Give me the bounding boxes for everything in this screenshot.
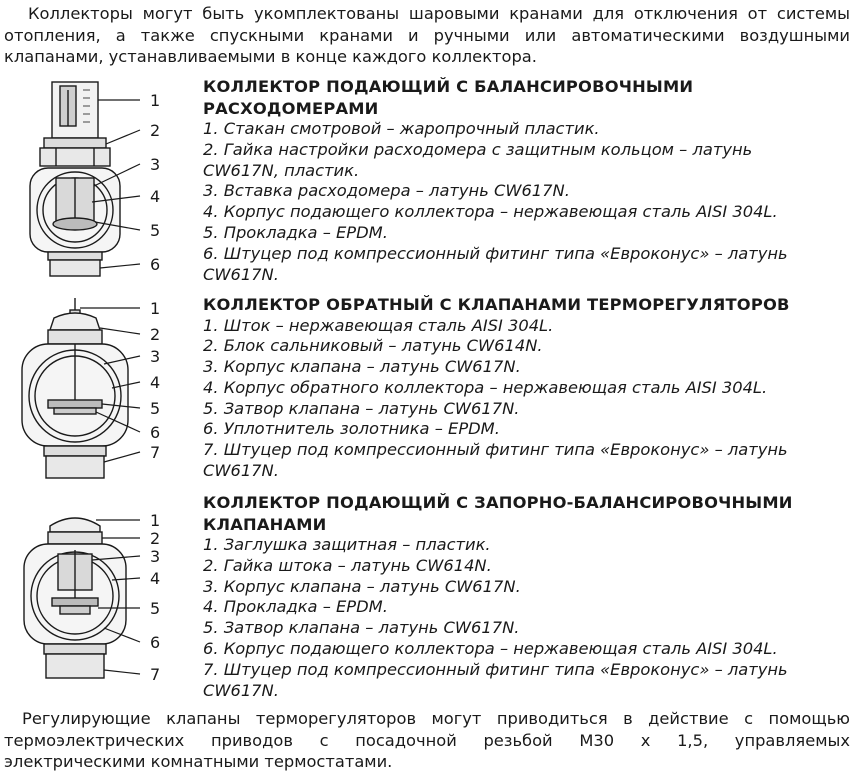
heading-line: КОЛЛЕКТОР ПОДАЮЩИЙ С БАЛАНСИРОВОЧНЫМИ [203, 77, 694, 96]
list-item: CW617N. [203, 680, 279, 700]
callout-label: 4 [150, 187, 161, 206]
callout-label: 2 [150, 325, 161, 344]
list-item: 4. Корпус подающего коллектора – нержавеющая сталь AISI 304L. [203, 202, 778, 222]
section-return-thermostatic [203, 294, 843, 482]
callout-label: 3 [150, 155, 161, 174]
callout-label: 2 [150, 121, 161, 140]
callout-label: 6 [150, 423, 161, 442]
list-item: 4. Прокладка – EPDM. [203, 597, 388, 617]
list-item: CW617N. [203, 461, 279, 481]
section-heading [203, 76, 843, 119]
callout-label: 7 [150, 665, 161, 684]
outro-line: Регулирующие клапаны терморегуляторов могут приводиться в действие с помощью [22, 709, 850, 728]
list-item: 6. Штуцер под компрессионный фитинг типа «Евроконус» – латунь [203, 243, 788, 263]
list-item: 1. Шток – нержавеющая сталь AISI 304L. [203, 315, 554, 335]
list-item: 3. Вставка расходомера – латунь CW617N. [203, 181, 570, 201]
heading-line: КЛАПАНАМИ [203, 514, 327, 534]
list-item: CW617N. [203, 264, 279, 284]
list-item: 3. Корпус клапана – латунь CW617N. [203, 576, 521, 596]
heading-line: РАСХОДОМЕРАМИ [203, 98, 379, 118]
callout-label: 1 [150, 299, 161, 318]
callout-label: 5 [150, 221, 161, 240]
parts-list [203, 316, 843, 482]
callout-label: 6 [150, 633, 161, 652]
list-item: 1. Заглушка защитная – пластик. [203, 535, 491, 554]
list-item: 2. Гайка штока – латунь CW614N. [203, 555, 492, 575]
callout-label: 1 [150, 511, 161, 530]
intro-line: Коллекторы могут быть укомплектованы шаровыми кранами для отключения от системы [28, 4, 850, 23]
list-item: 4. Корпус обратного коллектора – нержавеющая сталь AISI 304L. [203, 377, 768, 397]
list-item: 2. Блок сальниковый – латунь CW614N. [203, 336, 543, 356]
parts-list [203, 535, 843, 701]
callout-label: 2 [150, 529, 161, 548]
callout-label: 1 [150, 91, 161, 110]
list-item: 1. Стакан смотровой – жаропрочный пластик. [203, 119, 600, 138]
list-item: 7. Штуцер под компрессионный фитинг типа «Евроконус» – латунь [203, 659, 788, 679]
thermostatic-valve-diagram [0, 296, 200, 486]
intro-line: отопления, а также спускными кранами и ручными или автоматическими воздушными [4, 25, 850, 45]
list-item: CW617N, пластик. [203, 160, 360, 180]
list-item: 6. Корпус подающего коллектора – нержавеющая сталь AISI 304L. [203, 638, 778, 658]
callout-label: 4 [150, 373, 161, 392]
parts-list [203, 119, 843, 285]
callout-label: 5 [150, 599, 161, 618]
list-item: 5. Затвор клапана – латунь CW617N. [203, 398, 520, 418]
callout-label: 7 [150, 443, 161, 462]
list-item: 6. Уплотнитель золотника – EPDM. [203, 419, 500, 439]
list-item: 5. Прокладка – EPDM. [203, 222, 388, 242]
callout-label: 3 [150, 547, 161, 566]
section-heading [203, 294, 843, 316]
section-supply-shutoff [203, 492, 843, 701]
intro-line: клапанами, устанавливаемыми в конце каждого коллектора. [4, 47, 537, 66]
outro-line: электрическими комнатными термостатами. [4, 752, 393, 771]
list-item: 2. Гайка настройки расходомера с защитным кольцом – латунь [203, 139, 753, 159]
list-item: 7. Штуцер под компрессионный фитинг типа «Евроконус» – латунь [203, 440, 788, 460]
list-item: 5. Затвор клапана – латунь CW617N. [203, 618, 520, 638]
shutoff-valve-diagram [0, 510, 200, 702]
callout-label: 3 [150, 347, 161, 366]
outro-line: термоэлектрических приводов с посадочной резьбой М30 х 1,5, управляемых [4, 730, 850, 750]
intro-paragraph [4, 3, 850, 68]
list-item: 3. Корпус клапана – латунь CW617N. [203, 357, 521, 377]
callout-label: 5 [150, 399, 161, 418]
callout-label: 6 [150, 255, 161, 274]
outro-paragraph [4, 708, 850, 773]
heading-line: КОЛЛЕКТОР ПОДАЮЩИЙ С ЗАПОРНО-БАЛАНСИРОВОЧНЫМИ [203, 493, 793, 512]
section-heading [203, 492, 843, 535]
flowmeter-valve-diagram [0, 74, 200, 284]
callout-label: 4 [150, 569, 161, 588]
section-supply-flowmeter [203, 76, 843, 285]
heading-line: КОЛЛЕКТОР ОБРАТНЫЙ С КЛАПАНАМИ ТЕРМОРЕГУЛЯТОРОВ [203, 295, 790, 314]
